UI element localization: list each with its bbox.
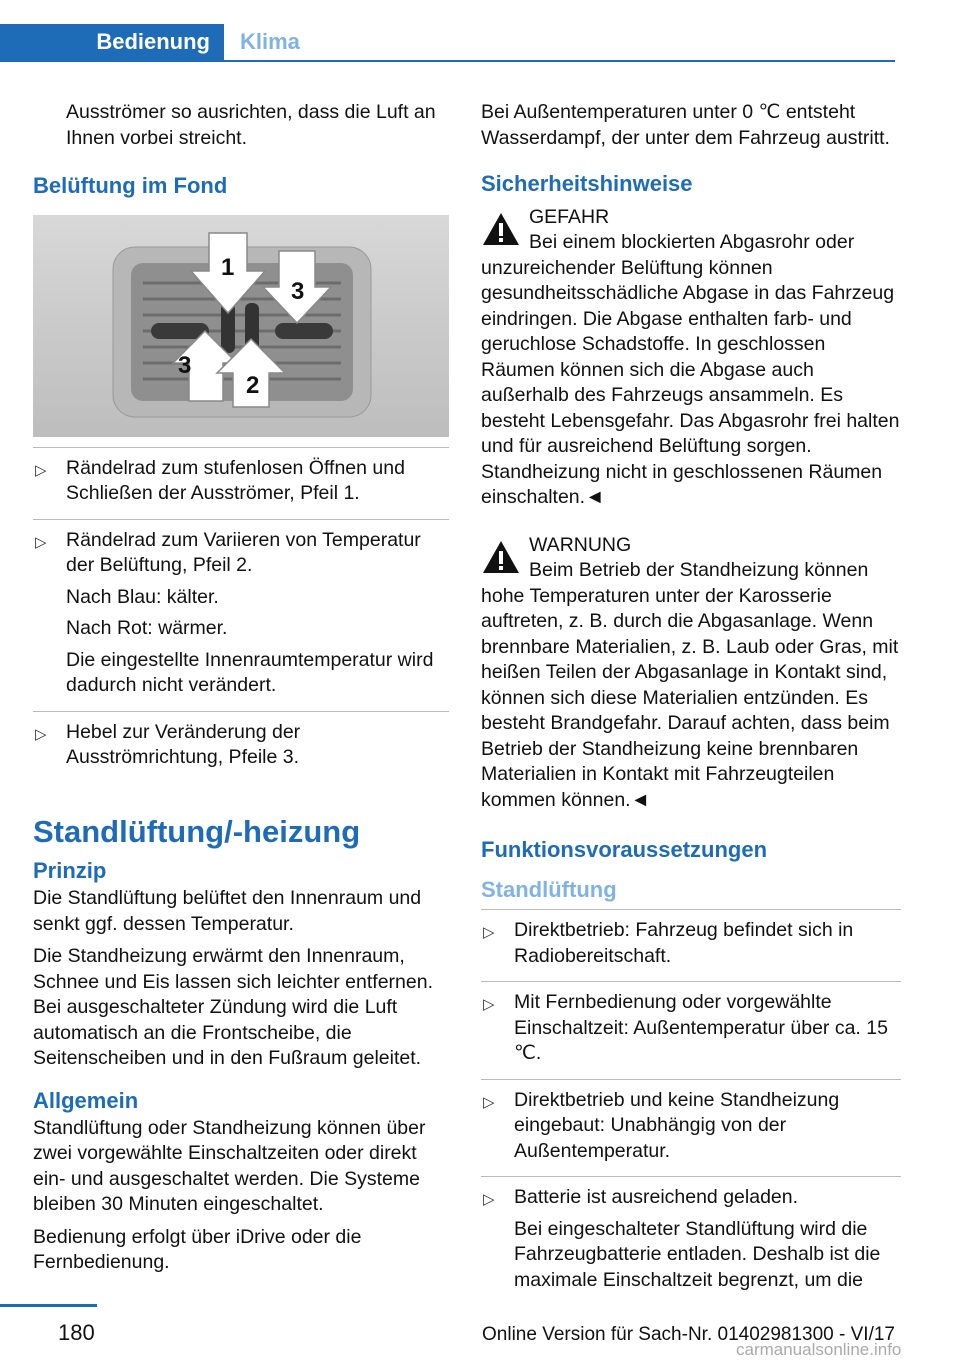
list-item-note: Bei eingeschalteter Standlüftung wird die Fahrzeugbatterie entladen. Deshalb ist die maximale Einschaltzeit begrenzt, um die (514, 1217, 881, 1291)
tab-klima[interactable]: Klima (240, 29, 300, 54)
heading-standlueftung: Standlüftung (481, 877, 617, 902)
rear-vent-figure (33, 215, 449, 437)
list-item-text: Batterie ist ausreichend geladen. (514, 1186, 799, 1208)
warning-body-text: Beim Betrieb der Standheizung können hohe Temperaturen unter der Karosserie auftreten, z. B. durch die Abgasanlage. Wenn brennbare Materialien, z. B. Laub oder Gras, mit heißen Teilen der Abgasanlage in Kontakt sind, können sich diese Materialien entzünden. Es besteht Brandgefahr. Darauf achten, dass beim Betrieb der Standheizung keine brennbaren Materialien in Kontakt mit Fahrzeugteilen kommen können.◄ (481, 559, 899, 811)
warning-body-text: Bei einem blockierten Abgasrohr oder unzureichender Belüftung können gesundheitsschädliche Abgase in das Fahrzeug eindringen. Die Abgase enthalten farb- und geruchlose Schadstoffe. In geschlossen Räumen können sich die Abgase auch außerhalb des Fahrzeugs ansammeln. Es besteht Lebensgefahr. Das Abgasrohr frei halten und für ausreichend Belüftung sorgen. Standheizung nicht in geschlossenen Räumen einschalten.◄ (481, 231, 900, 508)
warning-warnung (481, 533, 901, 814)
prinzip-paragraph-2: Die Standheizung erwärmt den Innenraum, Schnee und Eis lassen sich leichter entfernen. Bei ausgeschalteter Zündung wird die Luft automatisch an die Frontscheibe, die Seitenscheiben und in den Fußraum geleitet. (33, 945, 433, 1069)
heading-standlueftung-heizung: Standlüftung/-heizung (33, 813, 361, 849)
list-item-text: Rändelrad zum stufenlosen Öffnen und Schließen der Ausströmer, Pfeil 1. (66, 456, 405, 504)
list-item (33, 448, 449, 520)
heading-belueftung-fond: Belüftung im Fond (33, 173, 228, 198)
triangle-right-icon: ▷ (483, 1093, 495, 1111)
intro-text: Ausströmer so ausrichten, dass die Luft an Ihnen vorbei streicht. (66, 101, 436, 149)
warning-triangle-icon (481, 539, 521, 575)
list-item (481, 982, 901, 1080)
triangle-right-icon: ▷ (35, 725, 47, 743)
allgemein-paragraph-2: Bedienung erfolgt über iDrive oder die Fernbedienung. (33, 1225, 362, 1273)
heading-funktionsvoraussetzungen: Funktionsvoraussetzungen (481, 837, 768, 862)
list-item-text: Rändelrad zum Variieren von Temperatur der Belüftung, Pfeil 2. (66, 528, 421, 576)
heading-sicherheitshinweise: Sicherheitshinweise (481, 171, 693, 196)
allgemein-paragraph-1: Standlüftung oder Standheizung können über zwei vorgewählte Einschaltzeiten oder direkt ein- und ausgeschaltet werden. Die Systeme bleiben 30 Minuten eingeschaltet. (33, 1116, 426, 1215)
arrow-label-1: 1 (221, 253, 235, 281)
right-intro-text: Bei Außentemperaturen unter 0 ℃ entsteht Wasserdampf, der unter dem Fahrzeug austritt. (481, 101, 890, 149)
list-item-text: Direktbetrieb und keine Standheizung eingebaut: Unabhängig von der Außentemperatur. (514, 1088, 840, 1162)
list-item (481, 1177, 901, 1305)
triangle-right-icon: ▷ (483, 924, 495, 941)
right-column (481, 100, 901, 1305)
conditions-list (481, 909, 901, 1305)
header-tabbar (0, 24, 895, 62)
warning-body (481, 558, 901, 813)
warning-title: WARNUNG (529, 533, 632, 556)
arrow-label-3-right: 3 (291, 277, 305, 305)
warning-body (481, 230, 901, 511)
online-version-note: Online Version für Sach-Nr. 01402981300 - VI/17 (482, 1324, 895, 1345)
heading-prinzip: Prinzip (33, 858, 107, 883)
heading-allgemein: Allgemein (33, 1087, 139, 1113)
list-item-text: Hebel zur Veränderung der Ausströmrichtung, Pfeile 3. (66, 720, 301, 768)
arrow-label-2: 2 (246, 371, 260, 399)
list-item-note: Nach Blau: kälter. (66, 585, 219, 608)
rear-vent-illustration (33, 215, 449, 437)
list-item-note: Die eingestellte Innenraumtemperatur wird dadurch nicht verändert. (66, 648, 434, 696)
page-number: 180 (58, 1320, 95, 1345)
warning-title: GEFAHR (529, 205, 610, 228)
warning-triangle-icon (481, 211, 521, 247)
list-item-note: Nach Rot: wärmer. (66, 617, 228, 639)
list-item-text: Mit Fernbedienung oder vorgewählte Einschaltzeit: Außentemperatur über ca. 15 ℃. (514, 991, 888, 1064)
list-item (33, 712, 449, 783)
left-column (33, 100, 449, 1283)
triangle-right-icon: ▷ (35, 461, 47, 479)
arrow-label-3-left: 3 (178, 351, 192, 379)
list-item (481, 910, 901, 982)
warning-gefahr (481, 205, 901, 511)
triangle-right-icon: ▷ (483, 996, 495, 1013)
footer-accent-line (0, 1304, 97, 1307)
prinzip-paragraph-1: Die Standlüftung belüftet den Innenraum und senkt ggf. dessen Temperatur. (33, 887, 422, 935)
list-item (481, 1080, 901, 1178)
watermark: carmanualsonline.info (736, 1340, 902, 1359)
list-item (33, 520, 449, 712)
vent-controls-list (33, 447, 449, 783)
triangle-right-icon: ▷ (35, 533, 47, 551)
tab-bedienung[interactable]: Bedienung (0, 24, 224, 60)
triangle-right-icon: ▷ (483, 1191, 495, 1208)
list-item-text: Direktbetrieb: Fahrzeug befindet sich in Radiobereitschaft. (514, 919, 854, 967)
